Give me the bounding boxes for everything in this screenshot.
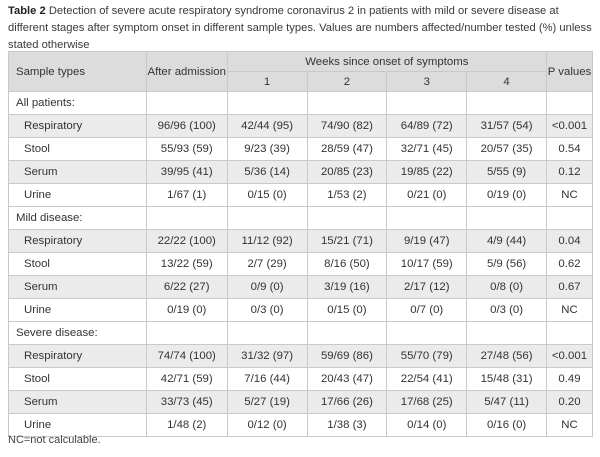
value-cell: 1/38 (3)	[307, 414, 387, 437]
row-label: Urine	[9, 299, 147, 322]
p-value-cell: 0.67	[546, 276, 592, 299]
header-weeks: Weeks since onset of symptoms	[227, 52, 546, 72]
table-row	[9, 276, 593, 299]
p-value-cell: <0.001	[546, 115, 592, 138]
empty-cell	[546, 207, 592, 230]
empty-cell	[227, 322, 307, 345]
empty-cell	[467, 207, 547, 230]
value-cell: 0/3 (0)	[227, 299, 307, 322]
value-cell: 31/57 (54)	[467, 115, 547, 138]
empty-cell	[146, 92, 227, 115]
results-table	[8, 51, 593, 437]
value-cell: 1/67 (1)	[146, 184, 227, 207]
value-cell: 96/96 (100)	[146, 115, 227, 138]
p-value-cell: 0.20	[546, 391, 592, 414]
value-cell: 28/59 (47)	[307, 138, 387, 161]
value-cell: 9/19 (47)	[387, 230, 467, 253]
header-after-admission: After admission	[146, 52, 227, 92]
header-week-1: 1	[227, 72, 307, 92]
value-cell: 15/48 (31)	[467, 368, 547, 391]
value-cell: 0/14 (0)	[387, 414, 467, 437]
value-cell: 64/89 (72)	[387, 115, 467, 138]
value-cell: 17/66 (26)	[307, 391, 387, 414]
empty-cell	[146, 207, 227, 230]
row-label: Respiratory	[9, 115, 147, 138]
value-cell: 0/19 (0)	[467, 184, 547, 207]
table-caption	[8, 3, 596, 54]
empty-cell	[546, 322, 592, 345]
table-caption-text: Detection of severe acute respiratory syndrome coronavirus 2 in patients with mild or severe disease at different stages after symptom onset in different sample types. Values are numbers affected/number tested (%) unless stated otherwise	[8, 5, 592, 51]
value-cell: 3/19 (16)	[307, 276, 387, 299]
value-cell: 2/17 (12)	[387, 276, 467, 299]
p-value-cell: NC	[546, 184, 592, 207]
value-cell: 0/19 (0)	[146, 299, 227, 322]
value-cell: 55/70 (79)	[387, 345, 467, 368]
value-cell: 0/12 (0)	[227, 414, 307, 437]
value-cell: 5/36 (14)	[227, 161, 307, 184]
empty-cell	[387, 207, 467, 230]
row-label: Urine	[9, 184, 147, 207]
empty-cell	[227, 207, 307, 230]
table-label: Table 2	[8, 5, 46, 17]
value-cell: 32/71 (45)	[387, 138, 467, 161]
p-value-cell: 0.04	[546, 230, 592, 253]
empty-cell	[307, 207, 387, 230]
value-cell: 1/48 (2)	[146, 414, 227, 437]
value-cell: 10/17 (59)	[387, 253, 467, 276]
value-cell: 17/68 (25)	[387, 391, 467, 414]
value-cell: 0/15 (0)	[307, 299, 387, 322]
value-cell: 9/23 (39)	[227, 138, 307, 161]
header-p-values: P values	[546, 52, 592, 92]
table-row	[9, 345, 593, 368]
group-title: Severe disease:	[9, 322, 147, 345]
p-value-cell: 0.54	[546, 138, 592, 161]
value-cell: 59/69 (86)	[307, 345, 387, 368]
p-value-cell: NC	[546, 299, 592, 322]
p-value-cell: <0.001	[546, 345, 592, 368]
header-week-2: 2	[307, 72, 387, 92]
empty-cell	[387, 92, 467, 115]
value-cell: 27/48 (56)	[467, 345, 547, 368]
table-row	[9, 161, 593, 184]
empty-cell	[467, 92, 547, 115]
header-week-4: 4	[467, 72, 547, 92]
value-cell: 42/44 (95)	[227, 115, 307, 138]
value-cell: 5/47 (11)	[467, 391, 547, 414]
empty-cell	[146, 322, 227, 345]
group-row	[9, 322, 593, 345]
value-cell: 74/74 (100)	[146, 345, 227, 368]
value-cell: 0/15 (0)	[227, 184, 307, 207]
value-cell: 7/16 (44)	[227, 368, 307, 391]
header-sample-types: Sample types	[9, 52, 147, 92]
value-cell: 19/85 (22)	[387, 161, 467, 184]
group-title: All patients:	[9, 92, 147, 115]
value-cell: 22/22 (100)	[146, 230, 227, 253]
empty-cell	[546, 92, 592, 115]
row-label: Stool	[9, 368, 147, 391]
value-cell: 33/73 (45)	[146, 391, 227, 414]
table-row	[9, 299, 593, 322]
table-row	[9, 368, 593, 391]
value-cell: 42/71 (59)	[146, 368, 227, 391]
table-row	[9, 115, 593, 138]
table-body	[9, 92, 593, 437]
p-value-cell: 0.49	[546, 368, 592, 391]
value-cell: 15/21 (71)	[307, 230, 387, 253]
value-cell: 20/43 (47)	[307, 368, 387, 391]
row-label: Stool	[9, 138, 147, 161]
table-row	[9, 391, 593, 414]
value-cell: 1/53 (2)	[307, 184, 387, 207]
p-value-cell: NC	[546, 414, 592, 437]
row-label: Serum	[9, 161, 147, 184]
value-cell: 22/54 (41)	[387, 368, 467, 391]
row-label: Serum	[9, 276, 147, 299]
group-row	[9, 92, 593, 115]
row-label: Serum	[9, 391, 147, 414]
table-row	[9, 184, 593, 207]
p-value-cell: 0.62	[546, 253, 592, 276]
value-cell: 5/27 (19)	[227, 391, 307, 414]
row-label: Respiratory	[9, 345, 147, 368]
value-cell: 0/16 (0)	[467, 414, 547, 437]
value-cell: 2/7 (29)	[227, 253, 307, 276]
table-row	[9, 230, 593, 253]
row-label: Urine	[9, 414, 147, 437]
value-cell: 31/32 (97)	[227, 345, 307, 368]
table-row	[9, 253, 593, 276]
footnote: NC=not calculable.	[8, 434, 101, 446]
value-cell: 0/3 (0)	[467, 299, 547, 322]
header-week-3: 3	[387, 72, 467, 92]
value-cell: 39/95 (41)	[146, 161, 227, 184]
empty-cell	[307, 92, 387, 115]
value-cell: 0/7 (0)	[387, 299, 467, 322]
value-cell: 4/9 (44)	[467, 230, 547, 253]
value-cell: 55/93 (59)	[146, 138, 227, 161]
value-cell: 13/22 (59)	[146, 253, 227, 276]
empty-cell	[227, 92, 307, 115]
group-title: Mild disease:	[9, 207, 147, 230]
empty-cell	[467, 322, 547, 345]
row-label: Stool	[9, 253, 147, 276]
value-cell: 0/21 (0)	[387, 184, 467, 207]
value-cell: 5/9 (56)	[467, 253, 547, 276]
value-cell: 11/12 (92)	[227, 230, 307, 253]
value-cell: 0/9 (0)	[227, 276, 307, 299]
value-cell: 6/22 (27)	[146, 276, 227, 299]
value-cell: 0/8 (0)	[467, 276, 547, 299]
table-row	[9, 138, 593, 161]
empty-cell	[307, 322, 387, 345]
value-cell: 20/57 (35)	[467, 138, 547, 161]
value-cell: 8/16 (50)	[307, 253, 387, 276]
empty-cell	[387, 322, 467, 345]
value-cell: 20/85 (23)	[307, 161, 387, 184]
value-cell: 74/90 (82)	[307, 115, 387, 138]
row-label: Respiratory	[9, 230, 147, 253]
p-value-cell: 0.12	[546, 161, 592, 184]
group-row	[9, 207, 593, 230]
value-cell: 5/55 (9)	[467, 161, 547, 184]
